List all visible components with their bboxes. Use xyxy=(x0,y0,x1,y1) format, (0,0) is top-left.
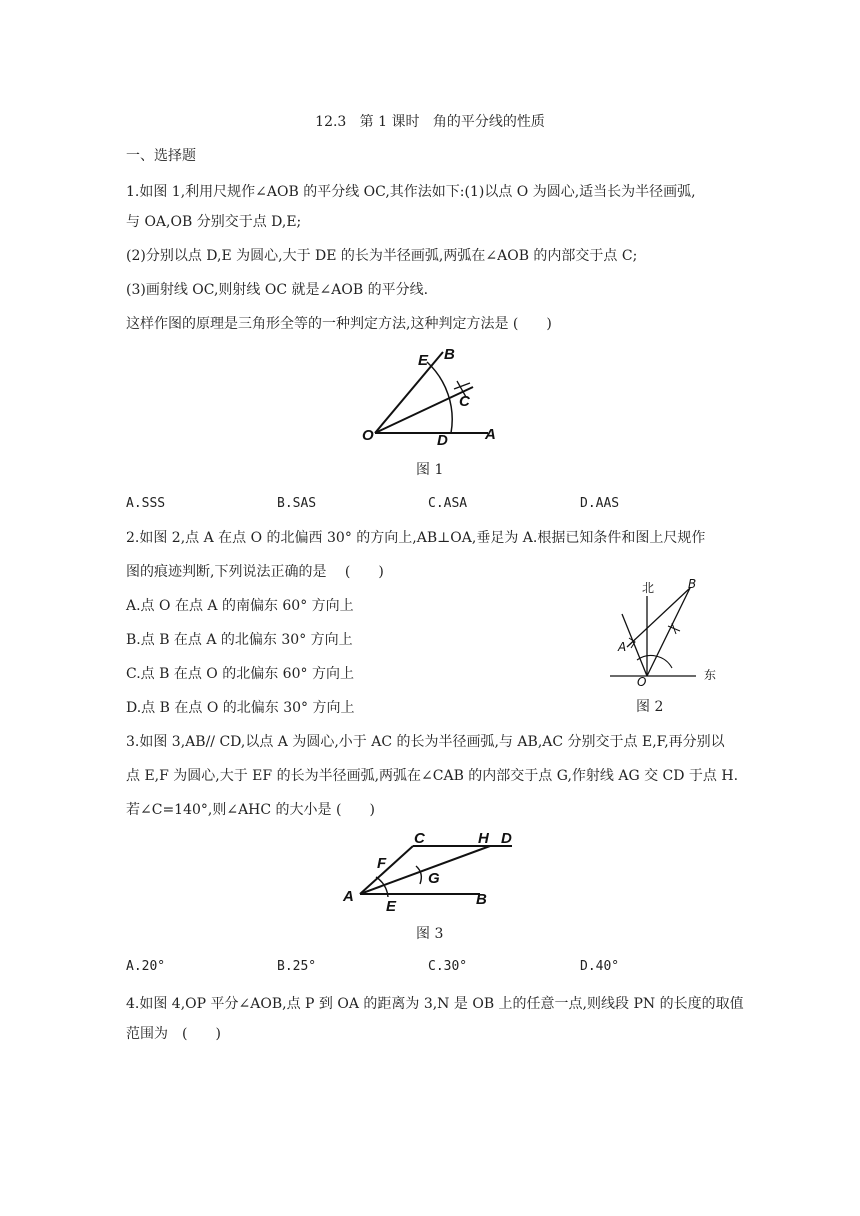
label-b: B xyxy=(444,346,455,363)
label-a: A xyxy=(343,888,354,905)
arc-mark-g xyxy=(416,866,421,884)
label-d: D xyxy=(437,432,448,449)
figure-2-caption: 图 2 xyxy=(636,699,664,715)
label-g: G xyxy=(428,870,440,887)
q3-option-d[interactable]: D.40° xyxy=(580,959,620,974)
q3-option-a[interactable]: A.20° xyxy=(126,959,166,974)
q1-text-line-5: 这样作图的原理是三角形全等的一种判定方法,这种判定方法是 ( ) xyxy=(126,316,552,332)
q3-text-line-3: 若∠C=140°,则∠AHC 的大小是 ( ) xyxy=(126,802,375,818)
label-o: O xyxy=(637,675,647,689)
q3-option-c[interactable]: C.30° xyxy=(428,959,468,974)
label-b: B xyxy=(688,577,697,591)
q1-text-line-3: (2)分别以点 D,E 为圆心,大于 DE 的长为半径画弧,两弧在∠AOB 的内部交于点 C; xyxy=(126,248,638,264)
q1-text-line-1: 1.如图 1,利用尺规作∠AOB 的平分线 OC,其作法如下:(1)以点 O 为圆心,适当长为半径画弧, xyxy=(126,184,696,200)
q2-option-b[interactable]: B.点 B 在点 A 的北偏东 30° 方向上 xyxy=(126,632,353,648)
label-b: B xyxy=(476,891,487,908)
label-east: 东 xyxy=(704,668,717,682)
segment-ac xyxy=(360,846,413,894)
q3-text-line-2: 点 E,F 为圆心,大于 EF 的长为半径画弧,两弧在∠CAB 的内部交于点 G,作射线 AG 交 CD 于点 H. xyxy=(126,768,739,784)
q1-option-c[interactable]: C.ASA xyxy=(428,496,468,511)
q2-option-c[interactable]: C.点 B 在点 O 的北偏东 60° 方向上 xyxy=(126,666,354,682)
q3-option-b[interactable]: B.25° xyxy=(277,959,317,974)
q1-option-d[interactable]: D.AAS xyxy=(580,496,620,511)
label-f: F xyxy=(377,855,387,872)
q1-option-a[interactable]: A.SSS xyxy=(126,496,166,511)
q1-text-line-4: (3)画射线 OC,则射线 OC 就是∠AOB 的平分线. xyxy=(126,282,429,298)
q2-option-a[interactable]: A.点 O 在点 A 的南偏东 60° 方向上 xyxy=(126,598,354,614)
figure-1-diagram xyxy=(360,345,510,449)
label-o: O xyxy=(362,427,374,444)
q2-text-line-1: 2.如图 2,点 A 在点 O 的北偏西 30° 的方向上,AB⊥OA,垂足为 A.根据已知条件和图上尺规作 xyxy=(126,530,706,546)
label-e: E xyxy=(386,898,397,915)
ray-ob xyxy=(375,352,443,433)
segment-ab xyxy=(627,588,690,647)
q4-text-line-1: 4.如图 4,OP 平分∠AOB,点 P 到 OA 的距离为 3,N 是 OB 上的任意一点,则线段 PN 的长度的取值 xyxy=(126,996,744,1012)
figure-1-caption: 图 1 xyxy=(416,462,444,478)
q1-text-line-2: 与 OA,OB 分别交于点 D,E; xyxy=(126,214,302,230)
label-c: C xyxy=(459,393,470,410)
arc-mark-c2 xyxy=(454,383,470,389)
label-a: A xyxy=(618,640,627,654)
arc-de xyxy=(427,362,452,433)
label-e: E xyxy=(418,352,429,369)
page-title: 12.3 第 1 课时 角的平分线的性质 xyxy=(315,114,545,130)
label-north: 北 xyxy=(642,581,655,595)
figure-3-diagram xyxy=(340,825,530,915)
q1-option-b[interactable]: B.SAS xyxy=(277,496,317,511)
label-c: C xyxy=(414,830,425,847)
figure-3-caption: 图 3 xyxy=(416,926,444,942)
label-d: D xyxy=(501,830,512,847)
q4-text-line-2: 范围为 ( ) xyxy=(126,1026,221,1042)
label-a: A xyxy=(485,426,496,443)
figure-2-diagram xyxy=(600,577,730,690)
q2-text-line-2: 图的痕迹判断,下列说法正确的是 ( ) xyxy=(126,564,384,580)
section-heading: 一、选择题 xyxy=(126,148,196,164)
label-h: H xyxy=(478,830,489,847)
q2-option-d[interactable]: D.点 B 在点 O 的北偏东 30° 方向上 xyxy=(126,700,355,716)
q3-text-line-1: 3.如图 3,AB// CD,以点 A 为圆心,小于 AC 的长为半径画弧,与 AB,AC 分别交于点 E,F,再分别以 xyxy=(126,734,725,750)
